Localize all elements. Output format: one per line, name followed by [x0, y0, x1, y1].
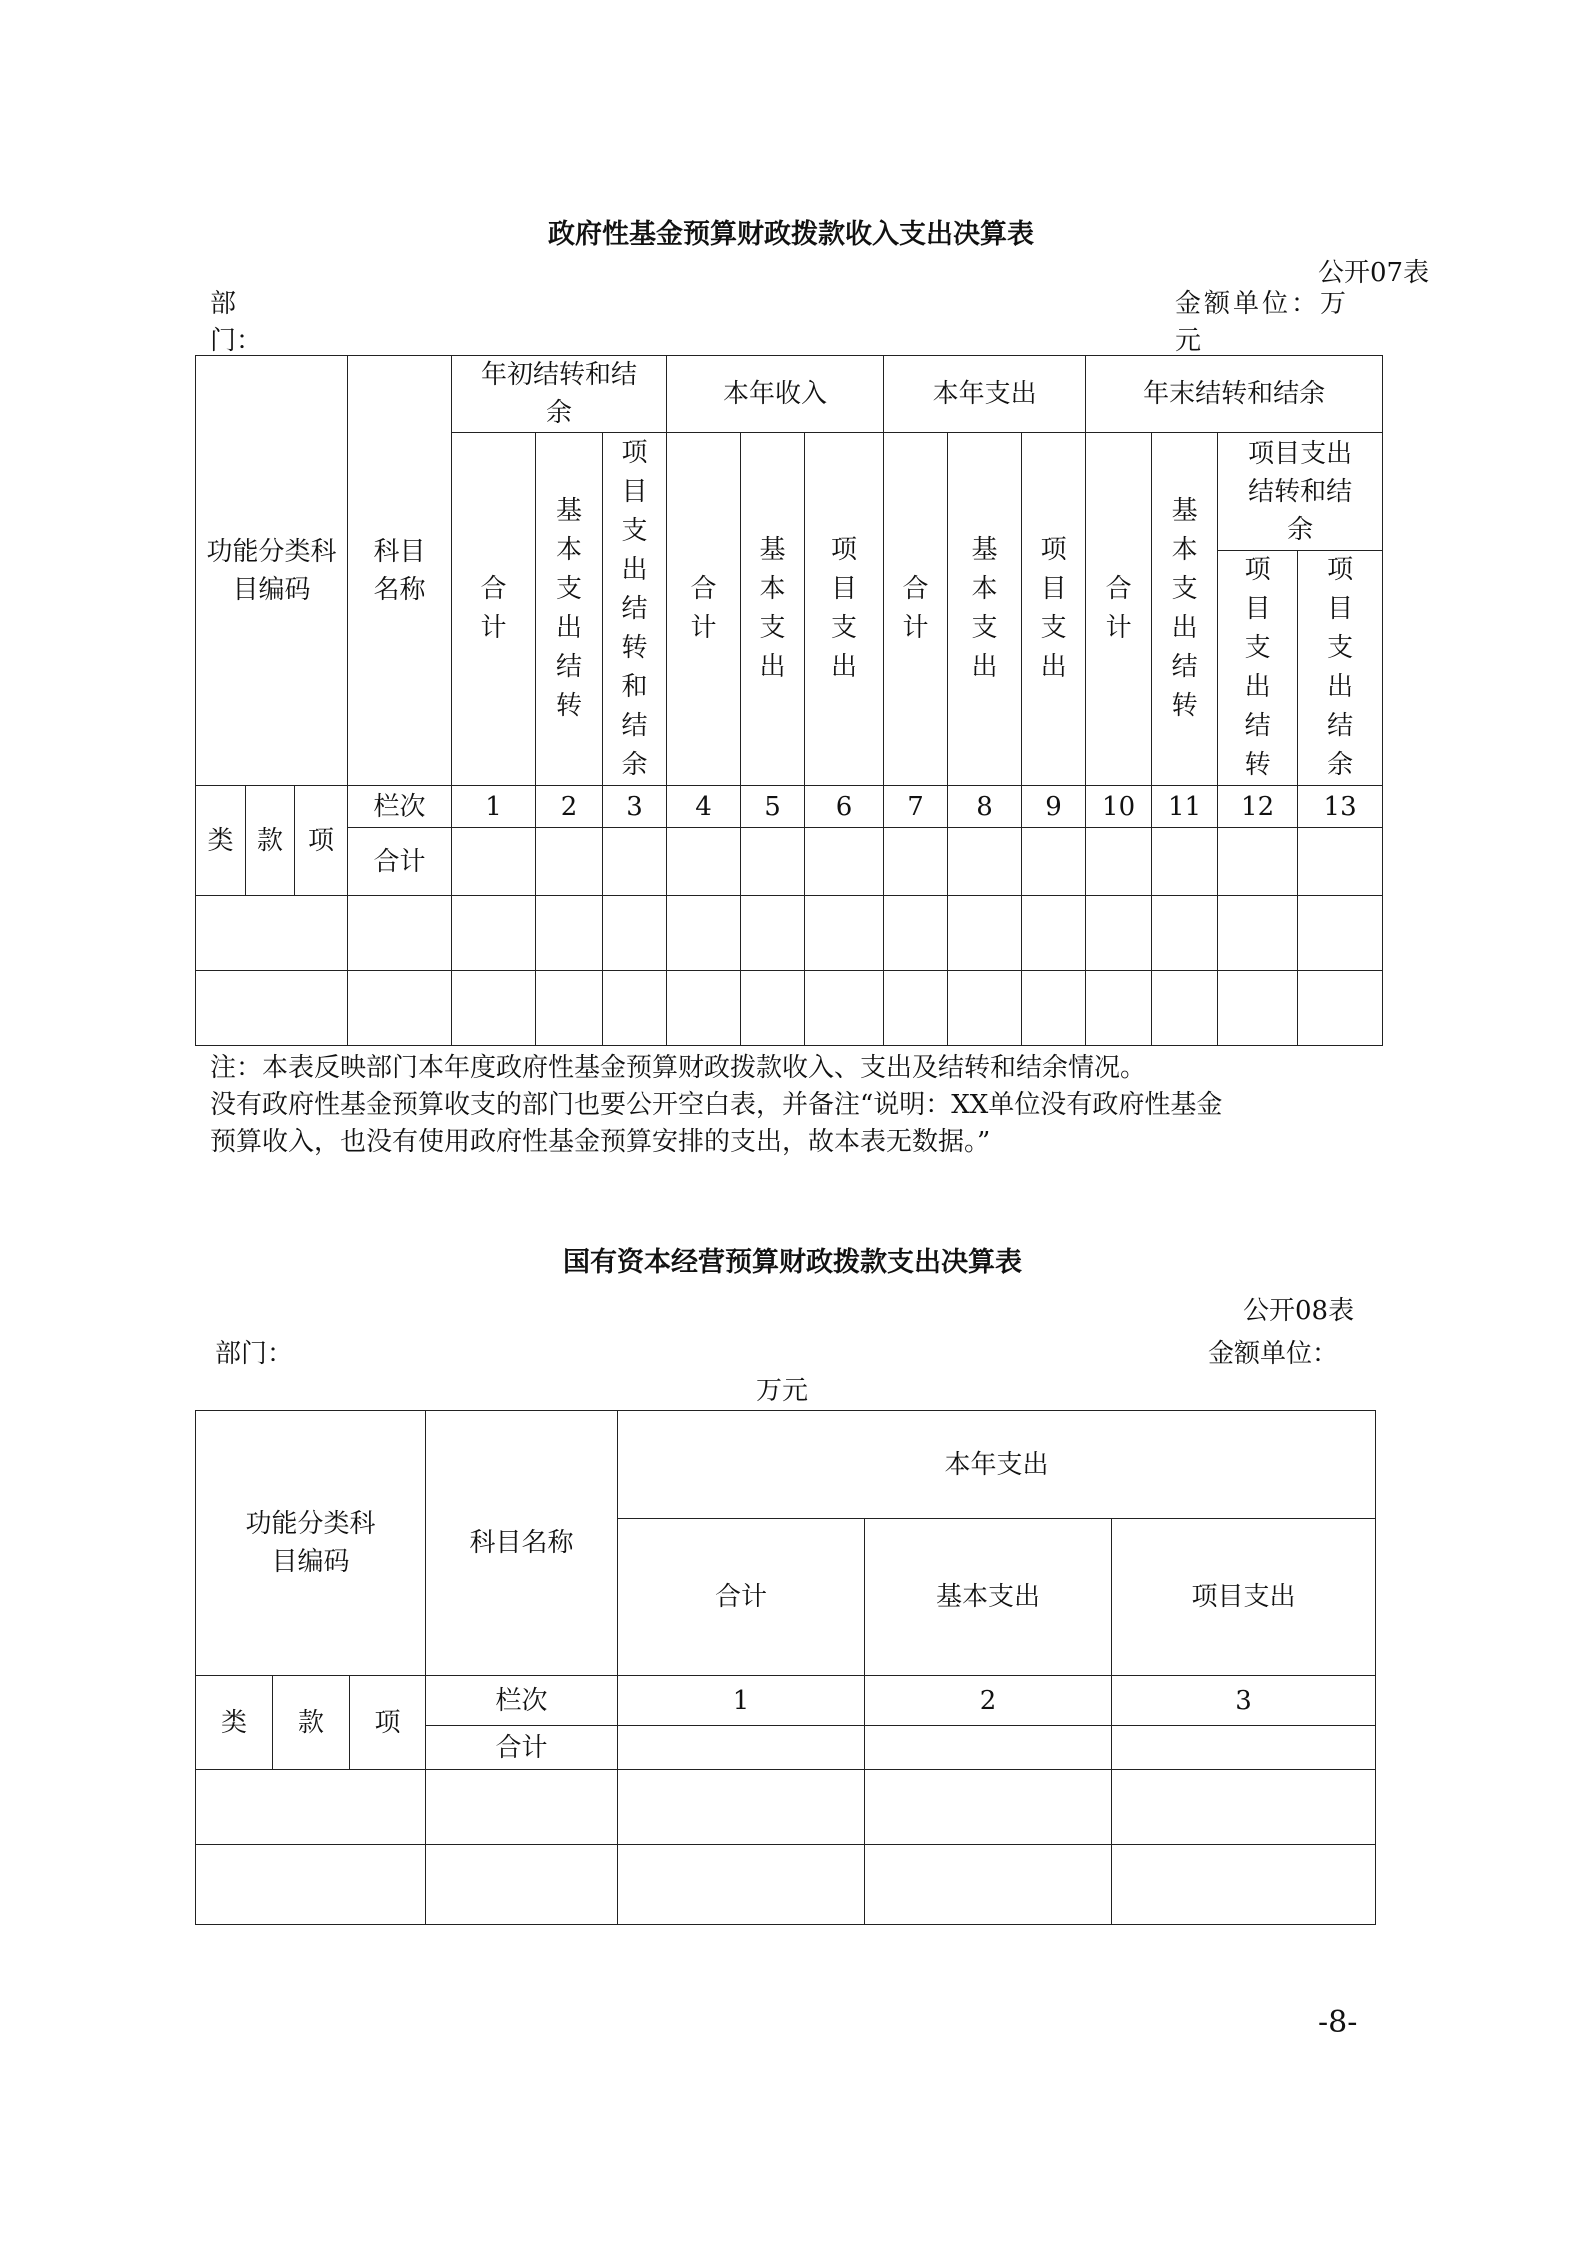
empty-cell — [426, 1770, 618, 1845]
table08-form-number: 公开08表 — [1243, 1296, 1355, 1326]
empty-cell — [603, 896, 667, 971]
column-number: 8 — [948, 786, 1022, 828]
empty-cell — [1086, 971, 1152, 1046]
empty-cell — [196, 1770, 426, 1845]
header-end-basic-carry: 基本支出结转 — [1152, 433, 1218, 786]
t2-column-number: 1 — [618, 1676, 865, 1726]
t2-row-label-lanci: 栏次 — [426, 1676, 618, 1726]
empty-cell — [1112, 1770, 1376, 1845]
column-number: 12 — [1218, 786, 1298, 828]
t2-column-number: 2 — [865, 1676, 1112, 1726]
empty-cell — [741, 828, 805, 896]
header-begin-basic-carry: 基本支出结转 — [536, 433, 603, 786]
table08-unit-label: 金额单位： — [1208, 1339, 1339, 1369]
header-end-project-sub: 项目支出结转和结余 — [1218, 433, 1383, 551]
empty-cell — [865, 1726, 1112, 1770]
header-function-code: 功能分类科目编码 — [196, 356, 348, 786]
row-label-total: 合计 — [348, 828, 452, 896]
empty-cell — [1298, 896, 1383, 971]
empty-cell — [1086, 896, 1152, 971]
row-label-lei: 类 — [196, 786, 246, 896]
empty-cell — [618, 1770, 865, 1845]
empty-cell — [1152, 971, 1218, 1046]
table07-department-label: 部门： — [210, 289, 263, 356]
t2-header-basic-expense: 基本支出 — [865, 1519, 1112, 1676]
page-number: -8- — [1318, 2005, 1358, 2040]
empty-cell — [452, 828, 536, 896]
empty-cell — [1298, 971, 1383, 1046]
empty-cell — [196, 1845, 426, 1925]
header-end-total: 合计 — [1086, 433, 1152, 786]
empty-cell — [603, 828, 667, 896]
empty-cell — [865, 1770, 1112, 1845]
empty-cell — [452, 896, 536, 971]
column-number: 2 — [536, 786, 603, 828]
empty-cell — [348, 896, 452, 971]
header-income-project: 项目支出 — [805, 433, 884, 786]
column-number: 6 — [805, 786, 884, 828]
empty-cell — [805, 828, 884, 896]
empty-cell — [1022, 896, 1086, 971]
table08-department-label: 部门： — [215, 1339, 294, 1369]
header-group-income: 本年收入 — [667, 356, 884, 433]
column-number: 10 — [1086, 786, 1152, 828]
empty-cell — [1298, 828, 1383, 896]
empty-cell — [196, 896, 348, 971]
t2-header-total: 合计 — [618, 1519, 865, 1676]
empty-cell — [1218, 896, 1298, 971]
t2-row-label-total: 合计 — [426, 1726, 618, 1770]
t2-row-label-xiang: 项 — [350, 1676, 426, 1770]
empty-cell — [884, 971, 948, 1046]
row-label-kuan: 款 — [246, 786, 295, 896]
note-line-3: 预算收入，也没有使用政府性基金预算安排的支出，故本表无数据。” — [210, 1127, 991, 1157]
empty-cell — [1152, 828, 1218, 896]
empty-cell — [1218, 828, 1298, 896]
empty-cell — [536, 828, 603, 896]
header-group-end-balance: 年末结转和结余 — [1086, 356, 1383, 433]
empty-cell — [348, 971, 452, 1046]
empty-cell — [805, 971, 884, 1046]
header-end-project-balance: 项目支出结余 — [1298, 551, 1383, 786]
header-begin-total: 合计 — [452, 433, 536, 786]
header-expense-project: 项目支出 — [1022, 433, 1086, 786]
header-group-expense: 本年支出 — [884, 356, 1086, 433]
header-income-total: 合计 — [667, 433, 741, 786]
header-subject-name: 科目名称 — [348, 356, 452, 786]
column-number: 13 — [1298, 786, 1383, 828]
empty-cell — [536, 896, 603, 971]
note-line-2: 没有政府性基金预算收支的部门也要公开空白表，并备注“说明：XX单位没有政府性基金 — [210, 1090, 1223, 1120]
row-label-lanci: 栏次 — [348, 786, 452, 828]
table07 — [195, 355, 1383, 1046]
empty-cell — [805, 896, 884, 971]
empty-cell — [741, 896, 805, 971]
empty-cell — [1112, 1726, 1376, 1770]
empty-cell — [1022, 828, 1086, 896]
header-end-project-carry: 项目支出结转 — [1218, 551, 1298, 786]
empty-cell — [1218, 971, 1298, 1046]
column-number: 7 — [884, 786, 948, 828]
column-number: 9 — [1022, 786, 1086, 828]
t2-row-label-lei: 类 — [196, 1676, 273, 1770]
column-number: 5 — [741, 786, 805, 828]
column-number: 1 — [452, 786, 536, 828]
t2-header-subject-name: 科目名称 — [426, 1411, 618, 1676]
empty-cell — [618, 1726, 865, 1770]
t2-column-number: 3 — [1112, 1676, 1376, 1726]
table08 — [195, 1410, 1376, 1925]
row-label-xiang: 项 — [295, 786, 348, 896]
empty-cell — [865, 1845, 1112, 1925]
header-expense-total: 合计 — [884, 433, 948, 786]
note-line-1: 注：本表反映部门本年度政府性基金预算财政拨款收入、支出及结转和结余情况。 — [210, 1053, 1147, 1083]
table07-unit-label: 金额单位：万元 — [1175, 289, 1350, 356]
empty-cell — [667, 896, 741, 971]
empty-cell — [536, 971, 603, 1046]
header-expense-basic: 基本支出 — [948, 433, 1022, 786]
header-group-begin-balance: 年初结转和结余 — [452, 356, 667, 433]
empty-cell — [1086, 828, 1152, 896]
empty-cell — [667, 828, 741, 896]
table08-title: 国有资本经营预算财政拨款支出决算表 — [563, 1247, 1022, 1278]
empty-cell — [741, 971, 805, 1046]
empty-cell — [948, 896, 1022, 971]
empty-cell — [667, 971, 741, 1046]
empty-cell — [1152, 896, 1218, 971]
table07-form-number: 公开07表 — [1318, 258, 1430, 288]
empty-cell — [884, 828, 948, 896]
empty-cell — [618, 1845, 865, 1925]
empty-cell — [603, 971, 667, 1046]
empty-cell — [196, 971, 348, 1046]
empty-cell — [1112, 1845, 1376, 1925]
t2-header-project-expense: 项目支出 — [1112, 1519, 1376, 1676]
empty-cell — [452, 971, 536, 1046]
table07-title: 政府性基金预算财政拨款收入支出决算表 — [548, 219, 1034, 250]
empty-cell — [884, 896, 948, 971]
empty-cell — [948, 828, 1022, 896]
empty-cell — [426, 1845, 618, 1925]
column-number: 11 — [1152, 786, 1218, 828]
t2-header-group-expense: 本年支出 — [618, 1411, 1376, 1519]
header-income-basic: 基本支出 — [741, 433, 805, 786]
empty-cell — [948, 971, 1022, 1046]
table08-unit-value: 万元 — [756, 1376, 809, 1406]
t2-header-function-code: 功能分类科目编码 — [196, 1411, 426, 1676]
t2-row-label-kuan: 款 — [273, 1676, 350, 1770]
column-number: 3 — [603, 786, 667, 828]
empty-cell — [1022, 971, 1086, 1046]
column-number: 4 — [667, 786, 741, 828]
header-begin-project-carry-balance: 项目支出结转和结余 — [603, 433, 667, 786]
